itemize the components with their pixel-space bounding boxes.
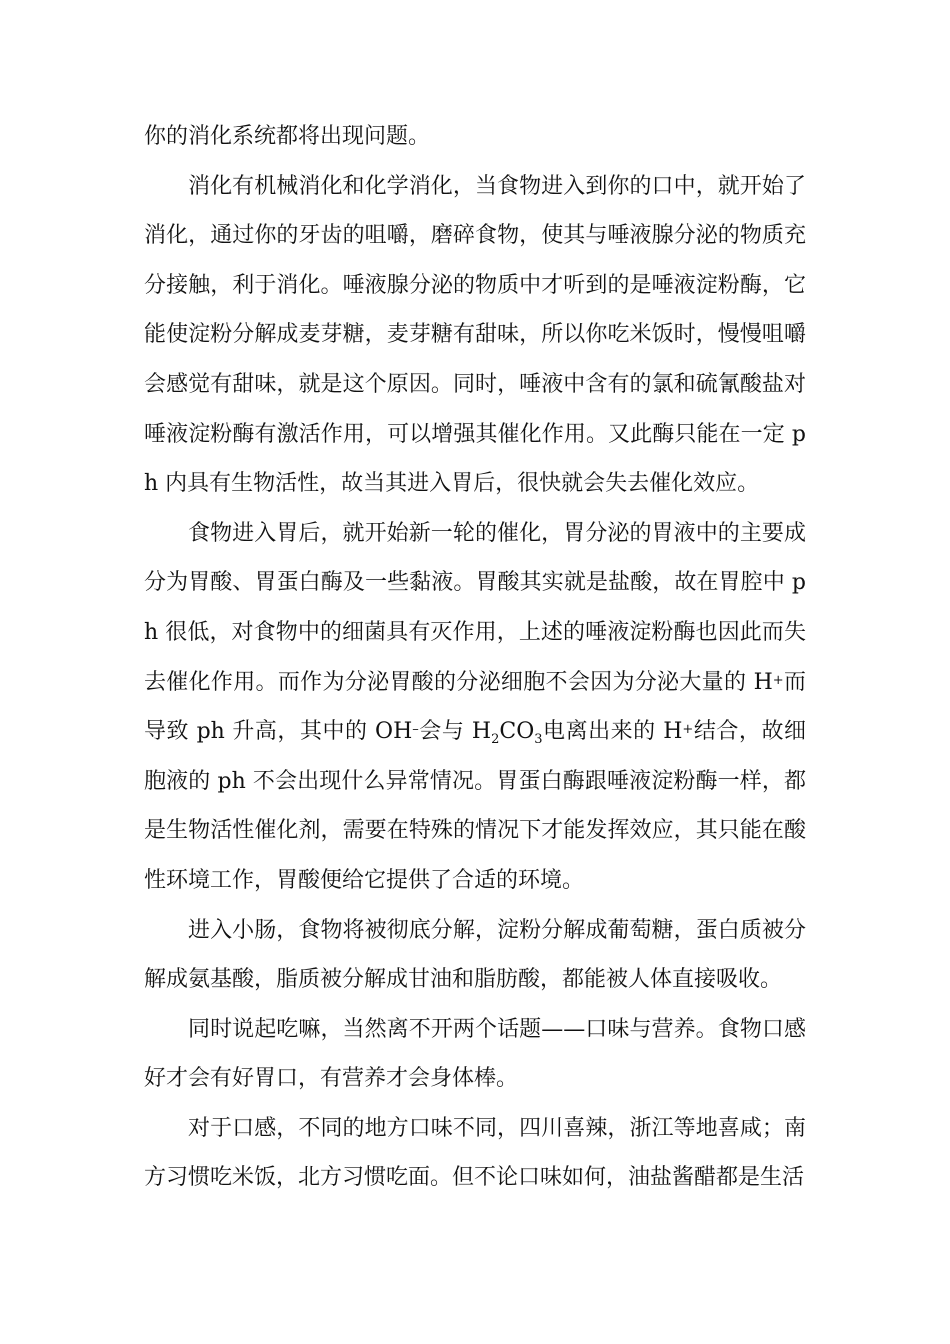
text-segment: 你的消化系统都将出现问题。 [144,124,431,149]
text-segment: 同时说起吃嘛，当然离不开两个话题——口味与营养。食物口感好才会有好胃口，有营养才会身体棒。 [144,1016,806,1092]
text-segment: 对于口感，不同的地方口味不同，四川喜辣，浙江等地喜咸；南方习惯吃米饭，北方习惯吃面。但不论口味如何，油盐酱醋都是生活 [144,1115,806,1191]
paragraph-p3 [144,906,806,1005]
text-segment: + [682,722,694,738]
text-segment: 2 [491,732,500,748]
paragraph-p5 [144,1104,806,1203]
text-segment: CO [499,719,535,745]
text-segment: 食物进入胃后，就开始新一轮的催化，胃分泌的胃液中的主要成分为胃酸、胃蛋白酶及一些黏液。胃酸其实就是盐酸，故在胃腔中 ph 很低，对食物中的细菌具有灭作用，上述的唾液淀粉酶也因此而失去催化作用。而作为分泌胃酸的分泌细胞不会因为分泌大量的 H [144,520,806,695]
text-segment: 进入小肠，食物将被彻底分解，淀粉分解成葡萄糖，蛋白质被分解成氨基酸，脂质被分解成甘油和脂肪酸，都能被人体直接吸收。 [144,917,806,993]
text-segment: 电离出来的 H [542,719,683,745]
paragraph-p1 [144,162,806,509]
paragraph-p4 [144,1005,806,1104]
text-segment: 消化有机械消化和化学消化，当食物进入到你的口中，就开始了消化，通过你的牙齿的咀嚼，磨碎食物，使其与唾液腺分泌的物质充分接触，利于消化。唾液腺分泌的物质中才听到的是唾液淀粉酶，它能使淀粉分解成麦芽糖，麦芽糖有甜味，所以你吃米饭时，慢慢咀嚼会感觉有甜味，就是这个原因。同时，唾液中含有的氯和硫氰酸盐对唾液淀粉酶有激活作用，可以增强其催化作用。又此酶只能在一定 ph 内具有生物活性，故当其进入胃后，很快就会失去催化效应。 [144,173,806,497]
document-page [144,112,806,1203]
text-segment: + [772,672,784,688]
text-segment: 3 [534,732,543,748]
paragraph-p2 [144,509,806,906]
text-segment: 结合，故细胞液的 ph 不会出现什么异常情况。胃蛋白酶跟唾液淀粉酶一样，都是生物活性催化剂，需要在特殊的情况下才能发挥效应，其只能在酸性环境工作，胃酸便给它提供了合适的环境。 [144,719,806,893]
text-segment: 而导致 ph 升高，其中的 OH [144,669,806,745]
text-segment: 会与 H [418,719,492,745]
paragraph-p0 [144,112,806,162]
text-segment: – [412,722,419,738]
